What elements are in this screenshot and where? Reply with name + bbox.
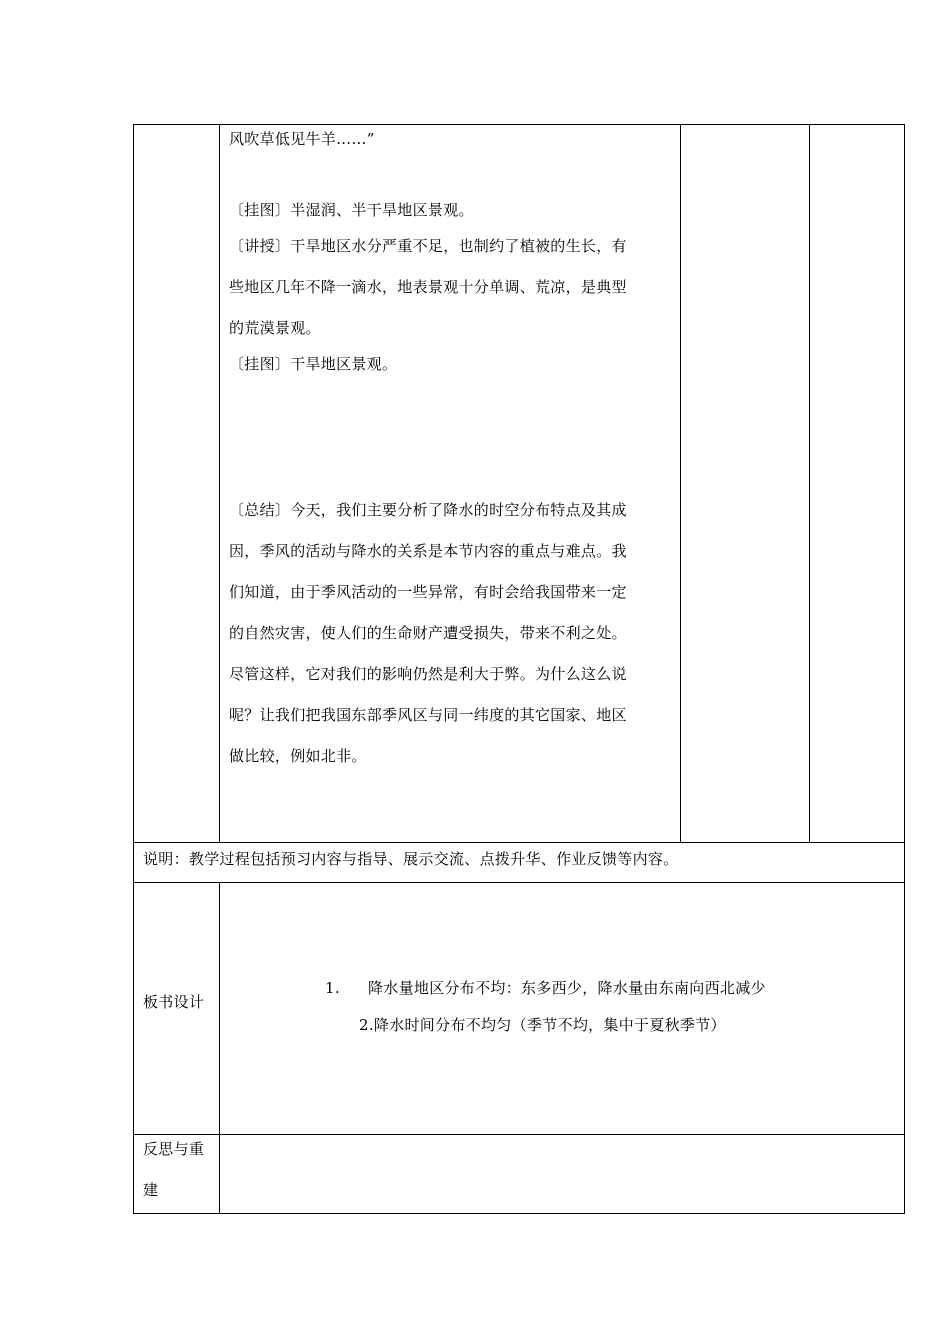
row-divider-note: [133, 882, 905, 883]
row-divider-main: [133, 842, 905, 843]
label-col-divider: [219, 882, 220, 1214]
col-divider-1: [219, 124, 220, 842]
table-border-top: [133, 124, 905, 125]
lesson-paragraph: 些地区几年不降一滴水，地表景观十分单调、荒凉，是典型: [229, 278, 627, 296]
lesson-paragraph: 的自然灾害，使人们的生命财产遭受损失，带来不利之处。: [229, 624, 627, 642]
table-border-bottom: [133, 1213, 905, 1214]
table-border-left: [133, 124, 134, 1214]
reflection-label-line-1: 反思与重: [143, 1140, 205, 1158]
lesson-paragraph: 〔总结〕今天，我们主要分析了降水的时空分布特点及其成: [229, 501, 627, 519]
col-divider-2: [680, 124, 681, 842]
lesson-paragraph: 的荒漠景观。: [229, 319, 321, 337]
board-item-2-text: 2.降水时间分布不均匀（季节不均，集中于夏秋季节）: [359, 1016, 726, 1034]
lesson-paragraph: 〔讲授〕干旱地区水分严重不足，也制约了植被的生长，有: [229, 237, 627, 255]
lesson-paragraph: 做比较，例如北非。: [229, 747, 367, 765]
row-divider-board: [133, 1134, 905, 1135]
board-item-1-number: 1.: [325, 979, 340, 997]
lesson-paragraph: 们知道，由于季风活动的一些异常，有时会给我国带来一定: [229, 583, 627, 601]
col-divider-3: [809, 124, 810, 842]
lesson-paragraph: 因，季风的活动与降水的关系是本节内容的重点与难点。我: [229, 542, 627, 560]
lesson-paragraph: 尽管这样，它对我们的影响仍然是利大于弊。为什么这么说: [229, 665, 627, 683]
lesson-paragraph: 〔挂图〕半湿润、半干旱地区景观。: [229, 201, 474, 219]
reflection-label-line-2: 建: [143, 1181, 159, 1199]
lesson-paragraph: 〔挂图〕干旱地区景观。: [229, 355, 398, 373]
lesson-paragraph: 风吹草低见牛羊……”: [229, 130, 375, 148]
table-border-right: [904, 124, 905, 1214]
note-text: 说明：教学过程包括预习内容与指导、展示交流、点拨升华、作业反馈等内容。: [143, 850, 679, 868]
lesson-paragraph: 呢？让我们把我国东部季风区与同一纬度的其它国家、地区: [229, 706, 627, 724]
board-item-1-text: 降水量地区分布不均：东多西少，降水量由东南向西北减少: [368, 979, 766, 997]
board-design-label: 板书设计: [143, 993, 205, 1011]
